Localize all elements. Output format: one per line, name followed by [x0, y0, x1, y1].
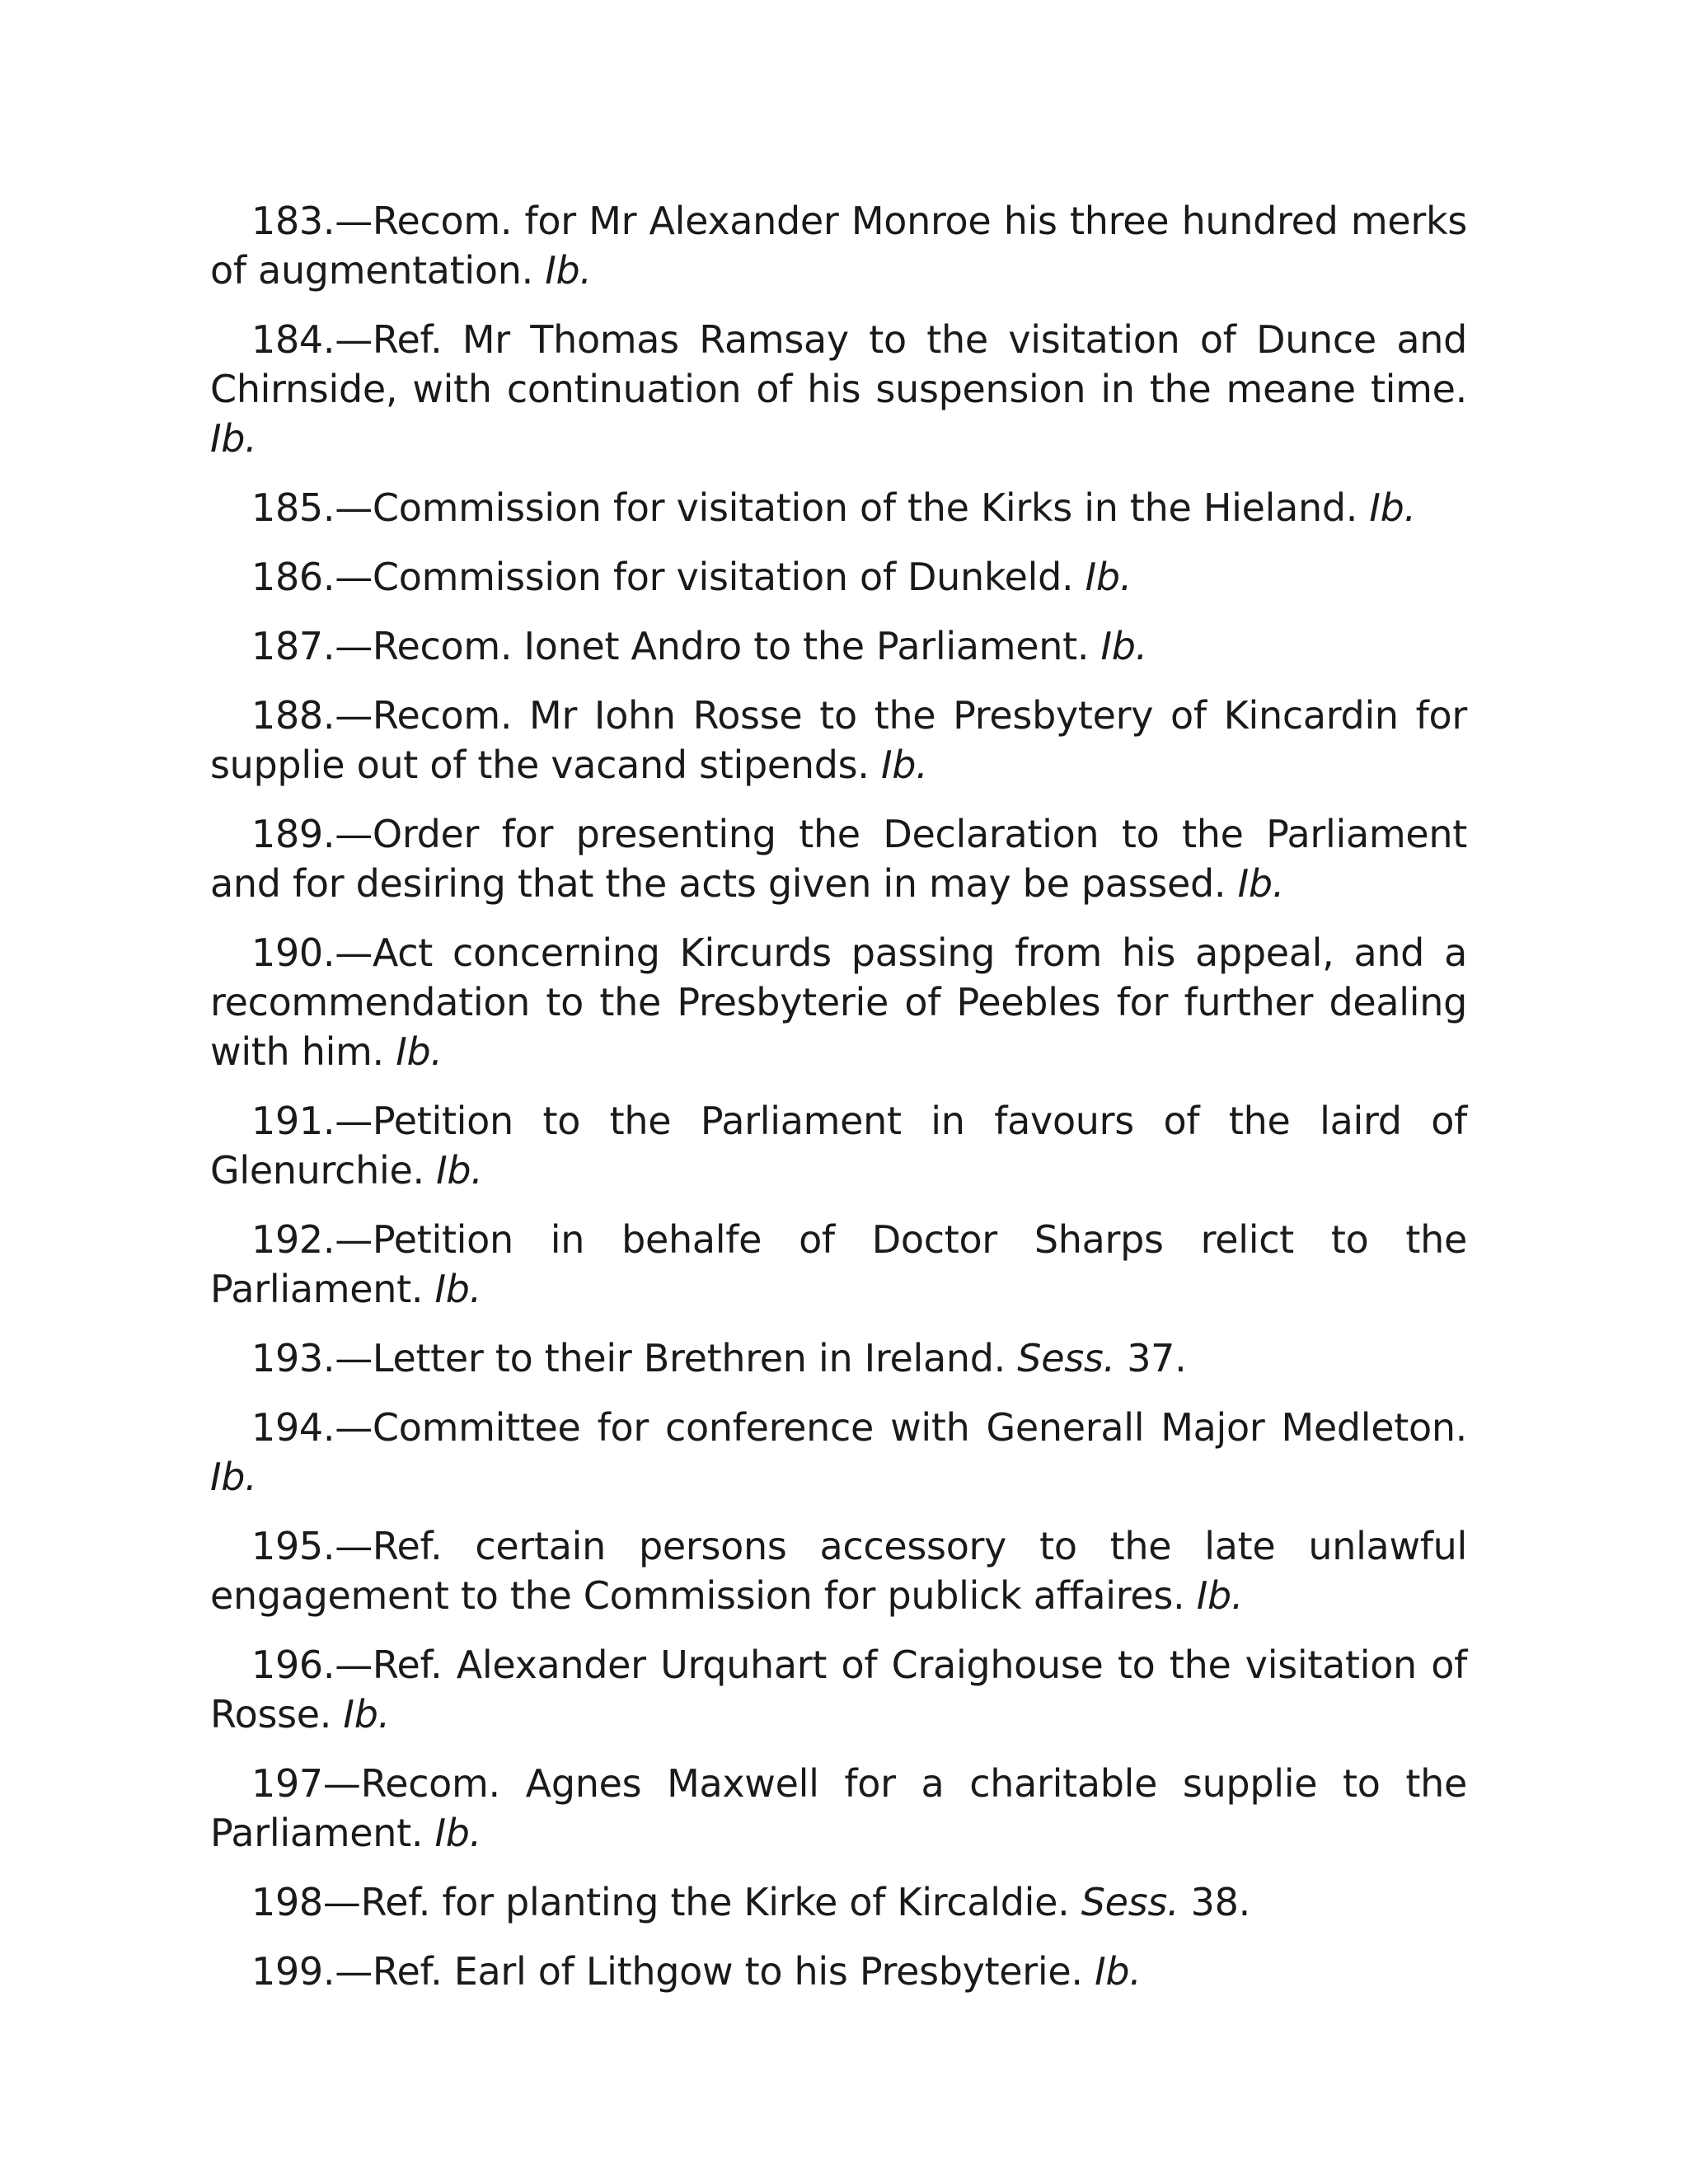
entry-text: 186.—Commission for visitation of Dunkeld.: [251, 555, 1074, 599]
entry-text: 190.—Act concerning Kircurds passing from his appeal, and a recommendation to the Presbyterie of Peebles for further dealing with him.: [210, 930, 1467, 1074]
entry-184: [210, 315, 1467, 463]
entry-reference: Ib.: [434, 1267, 481, 1311]
entry-reference: Ib.: [434, 1811, 481, 1855]
entry-text: 189.—Order for presenting the Declaration to the Parliament and for desiring that the acts given in may be passed.: [210, 812, 1467, 906]
entry-reference: Ib.: [1196, 1573, 1244, 1618]
entry-text: 185.—Commission for visitation of the Kirks in the Hieland.: [251, 485, 1358, 530]
entry-186: [210, 552, 1467, 602]
entry-text: 188.—Recom. Mr Iohn Rosse to the Presbytery of Kincardin for supplie out of the vacand stipends.: [210, 693, 1467, 787]
entry-reference: Ib.: [1095, 1949, 1142, 1994]
entry-188: [210, 691, 1467, 790]
entry-text: 193.—Letter to their Brethren in Ireland.: [251, 1336, 1006, 1380]
entry-reference: Sess.: [1017, 1336, 1115, 1380]
session-number: 38.: [1190, 1880, 1250, 1924]
entry-text: 197—Recom. Agnes Maxwell for a charitable supplie to the Parliament.: [210, 1761, 1467, 1855]
entry-reference: Ib.: [436, 1148, 483, 1193]
entry-195: [210, 1521, 1467, 1620]
entry-reference: Ib.: [343, 1692, 390, 1736]
entry-text: 191.—Petition to the Parliament in favours of the laird of Glenurchie.: [210, 1099, 1467, 1193]
entry-reference: Ib.: [1369, 485, 1416, 530]
entry-reference: Ib.: [1237, 861, 1285, 906]
entry-reference: Ib.: [880, 743, 928, 787]
entry-185: [210, 483, 1467, 532]
entry-199: [210, 1947, 1467, 1996]
entry-text: 187.—Recom. Ionet Andro to the Parliament.: [251, 624, 1090, 668]
session-number: 37.: [1127, 1336, 1187, 1380]
entry-183: [210, 196, 1467, 295]
entry-text: 183.—Recom. for Mr Alexander Monroe his three hundred merks of augmentation.: [210, 199, 1467, 293]
entry-reference: Ib.: [210, 416, 257, 461]
entry-189: [210, 809, 1467, 908]
entry-text: 195.—Ref. certain persons accessory to the late unlawful engagement to the Commission for publick affaires.: [210, 1524, 1467, 1618]
entry-192: [210, 1215, 1467, 1314]
entry-194: [210, 1403, 1467, 1502]
entry-text: 199.—Ref. Earl of Lithgow to his Presbyterie.: [251, 1949, 1083, 1994]
entry-reference: Sess.: [1081, 1880, 1179, 1924]
entry-reference: Ib.: [396, 1029, 443, 1074]
entry-reference: Ib.: [1085, 555, 1132, 599]
entry-198: [210, 1877, 1467, 1927]
entry-text: 198—Ref. for planting the Kirke of Kircaldie.: [251, 1880, 1070, 1924]
entry-text: 192.—Petition in behalfe of Doctor Sharps relict to the Parliament.: [210, 1217, 1467, 1311]
entry-reference: Ib.: [545, 248, 592, 293]
entry-reference: Ib.: [1100, 624, 1148, 668]
entry-196: [210, 1640, 1467, 1739]
entry-197: [210, 1759, 1467, 1858]
entry-187: [210, 621, 1467, 671]
entry-text: 196.—Ref. Alexander Urquhart of Craighouse to the visitation of Rosse.: [210, 1643, 1467, 1736]
document-page: [210, 196, 1467, 2016]
entry-190: [210, 928, 1467, 1076]
entry-reference: Ib.: [210, 1455, 257, 1499]
entry-193: [210, 1333, 1467, 1383]
entry-text: 194.—Committee for conference with Generall Major Medleton.: [251, 1405, 1467, 1450]
entry-text: 184.—Ref. Mr Thomas Ramsay to the visitation of Dunce and Chirnside, with continuation of his suspension in the meane time.: [210, 317, 1467, 411]
entry-191: [210, 1096, 1467, 1195]
